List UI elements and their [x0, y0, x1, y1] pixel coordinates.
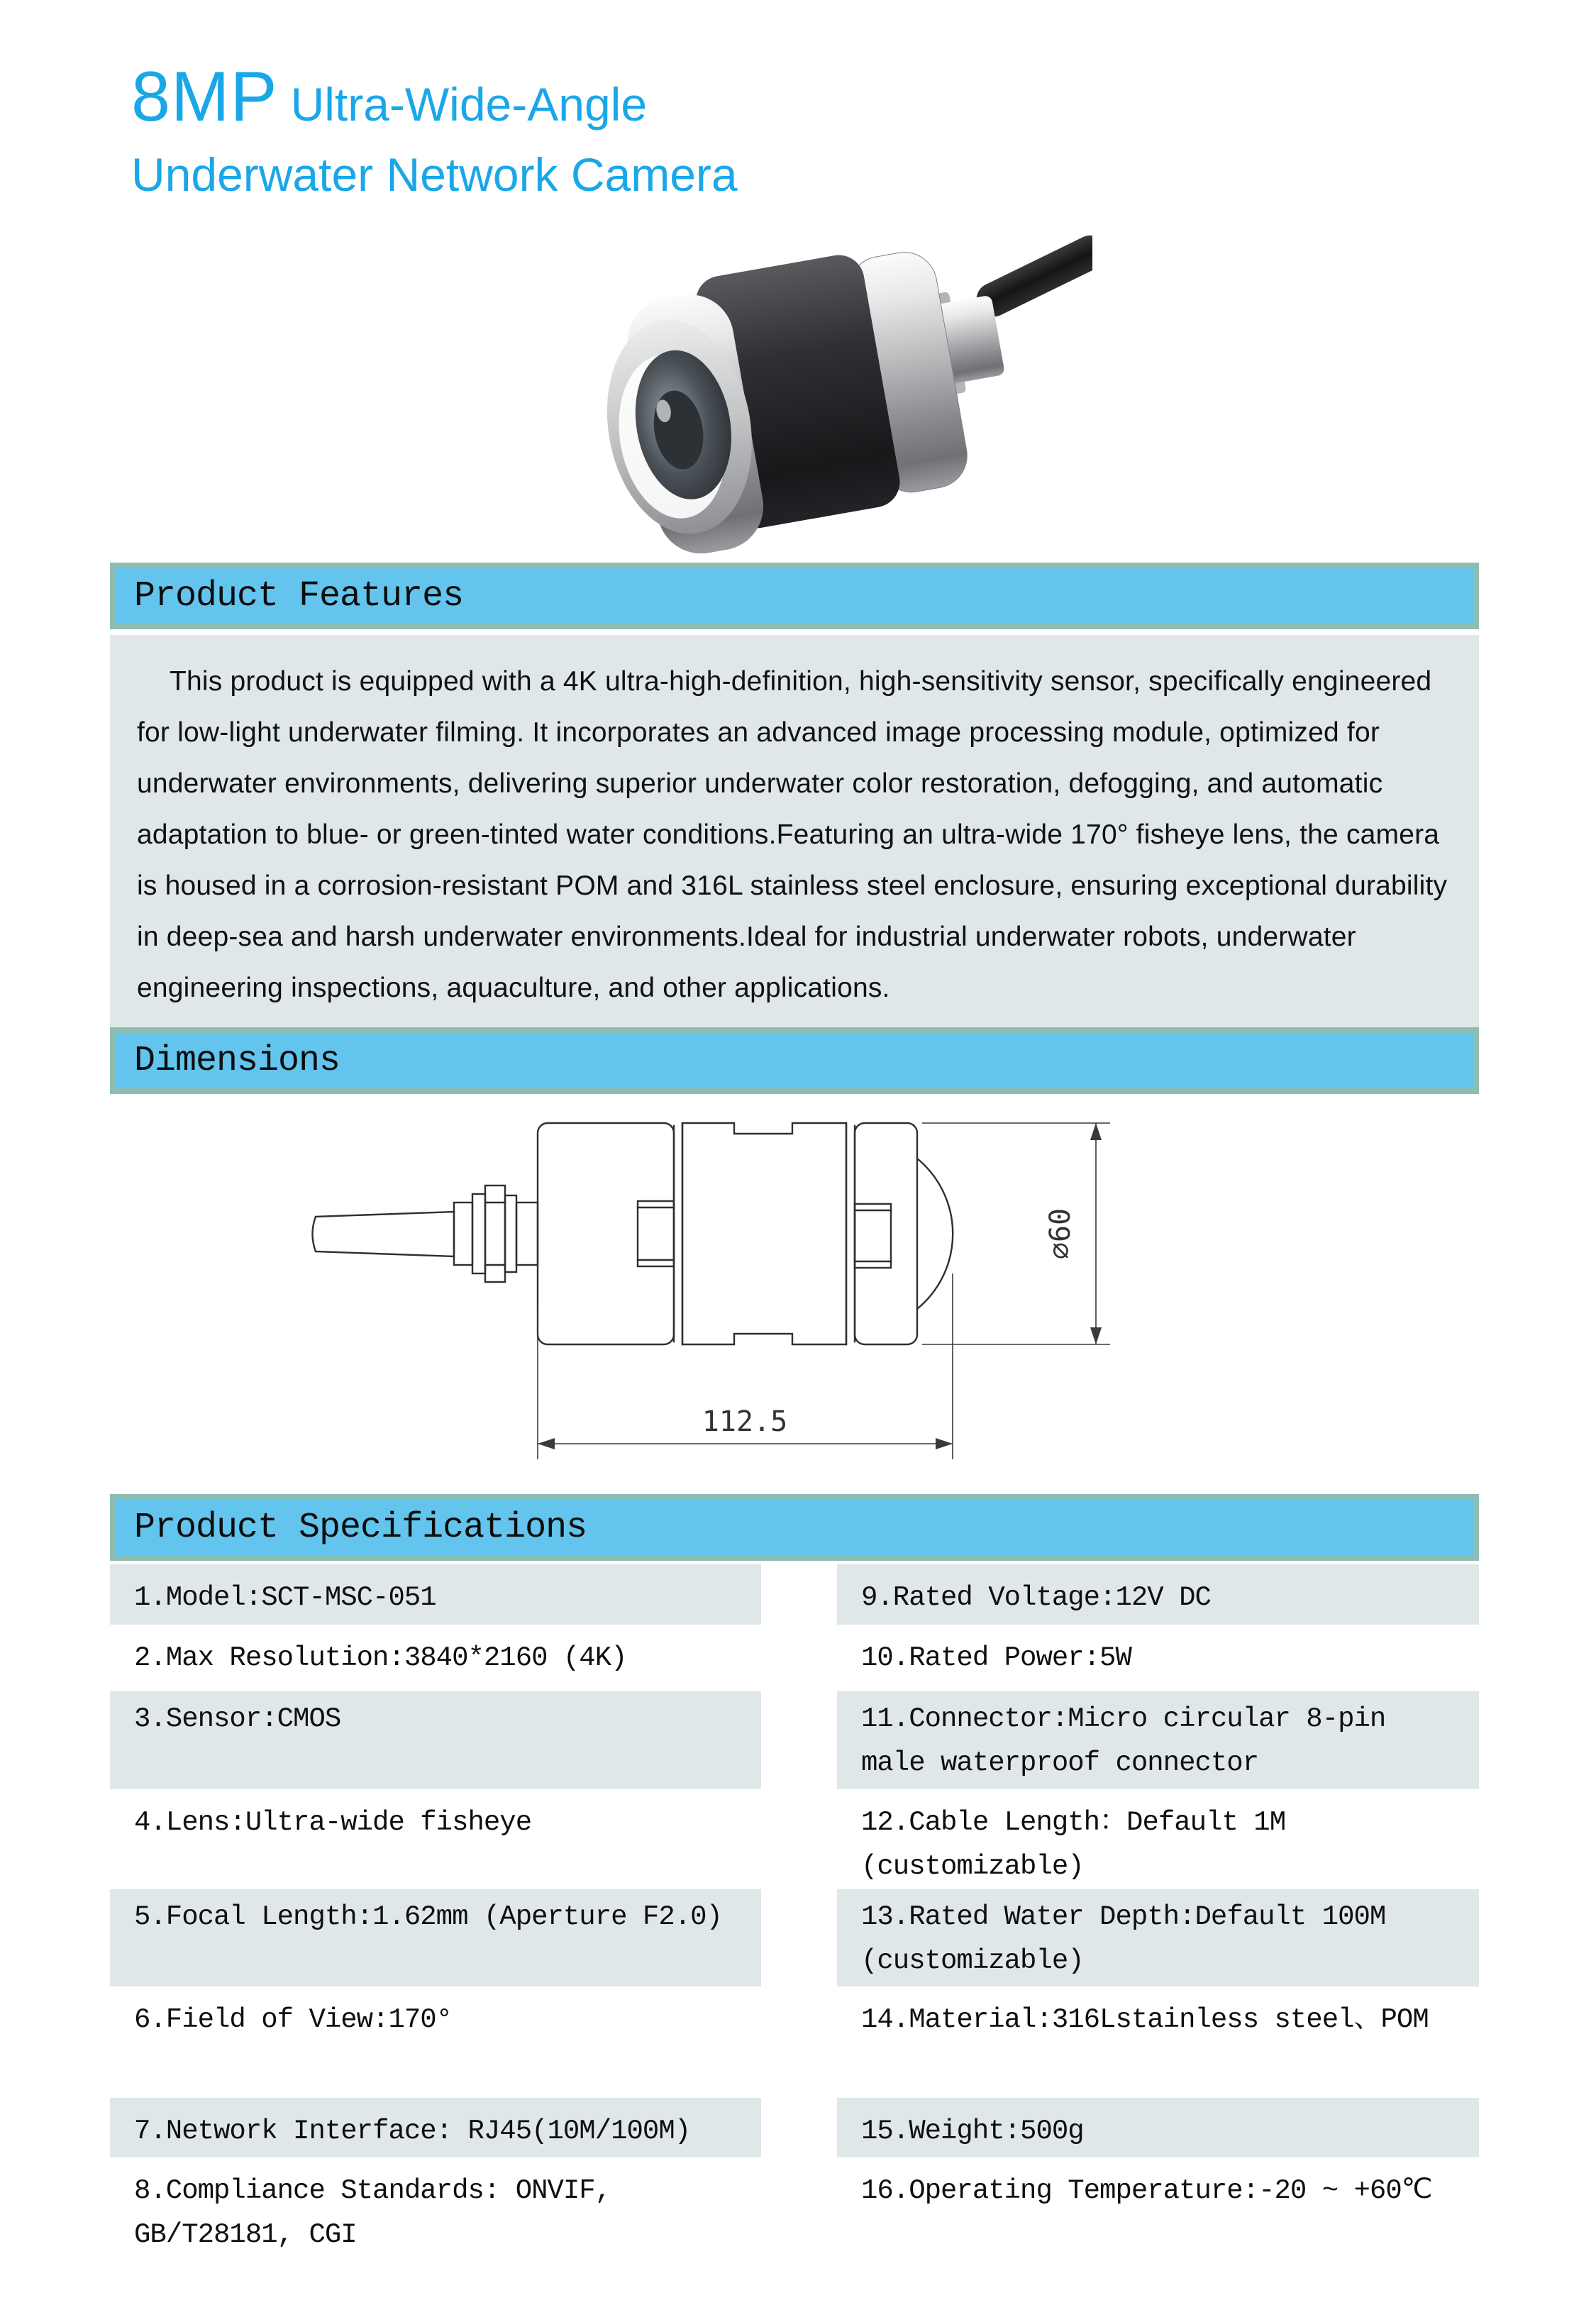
length-dimension-label: 112.5	[702, 1405, 788, 1438]
spec-cell-max-resolution: 2.Max Resolution:3840*2160 (4K)	[134, 1642, 627, 1674]
spec-row-1	[110, 1564, 1479, 1625]
section-bar-product-features	[110, 563, 1479, 629]
section-bar-dimensions	[110, 1027, 1479, 1094]
dimension-drawing-svg	[284, 1096, 1206, 1493]
product-photo	[567, 231, 1092, 553]
spec-row-3	[110, 1691, 1479, 1789]
spec-cell-compliance: 8.Compliance Standards: ONVIF, GB/T28181, CGI	[134, 2175, 611, 2250]
spec-cell-field-of-view: 6.Field of View:170°	[134, 2004, 453, 2035]
product-photo-render	[567, 231, 1092, 553]
spec-cell-model: 1.Model:SCT-MSC-051	[110, 1564, 761, 1625]
spec-cell-cable-length: 12.Cable Length：Default 1M (customizable)	[861, 1807, 1286, 1882]
title-line2: Underwater Network Camera	[131, 148, 738, 201]
page-title	[131, 57, 738, 201]
spec-cell-network-interface: 7.Network Interface: RJ45(10M/100M)	[110, 2098, 761, 2157]
spec-cell-rated-power: 10.Rated Power:5W	[861, 1642, 1131, 1674]
spec-cell-sensor: 3.Sensor:CMOS	[110, 1691, 761, 1789]
spec-cell-lens: 4.Lens:Ultra-wide fisheye	[134, 1807, 532, 1838]
features-paragraph: This product is equipped with a 4K ultra-high-definition, high-sensitivity sensor, specifically engineered for low-light underwater filming. It incorporates an advanced image processing module, optimized for underwater environments, delivering superior underwater color restoration, defogging, and automatic adaptation to blue- or green-tinted water conditions.Featuring an ultra-wide 170° fisheye lens, the camera is housed in a corrosion-resistant POM and 316L stainless steel enclosure, ensuring exceptional durability in deep-sea and harsh underwater environments.Ideal for industrial underwater robots, underwater engineering inspections, aquaculture, and other applications.	[137, 666, 1448, 1003]
spec-table	[110, 1564, 1479, 2275]
spec-row-2	[110, 1625, 1479, 1691]
spec-row-8	[110, 2157, 1479, 2275]
title-line1	[131, 57, 738, 136]
spec-cell-connector: 11.Connector:Micro circular 8-pin male waterproof connector	[837, 1691, 1479, 1789]
spec-cell-water-depth: 13.Rated Water Depth:Default 100M (customizable)	[837, 1889, 1479, 1986]
title-megapixels: 8MP	[131, 57, 278, 136]
spec-row-4	[110, 1789, 1479, 1889]
spec-cell-operating-temperature: 16.Operating Temperature:-20 ~ +60℃	[861, 2175, 1432, 2206]
spec-row-7	[110, 2098, 1479, 2157]
section-heading-specifications: Product Specifications	[134, 1507, 587, 1548]
diameter-dimension-label: ∅60	[1044, 1207, 1077, 1260]
spec-cell-weight: 15.Weight:500g	[837, 2098, 1479, 2157]
dimension-drawing	[284, 1096, 1206, 1493]
spec-row-6	[110, 1986, 1479, 2098]
spec-row-5	[110, 1889, 1479, 1986]
title-line1-rest: Ultra-Wide-Angle	[290, 78, 648, 131]
section-heading-dimensions: Dimensions	[134, 1040, 340, 1081]
spec-cell-focal-length: 5.Focal Length:1.62mm (Aperture F2.0)	[110, 1889, 761, 1986]
spec-cell-material: 14.Material:316Lstainless steel、POM	[861, 2004, 1429, 2035]
spec-cell-rated-voltage: 9.Rated Voltage:12V DC	[837, 1564, 1479, 1625]
section-bar-product-specifications	[110, 1494, 1479, 1561]
section-heading-features: Product Features	[134, 575, 464, 617]
features-panel	[110, 635, 1479, 1027]
